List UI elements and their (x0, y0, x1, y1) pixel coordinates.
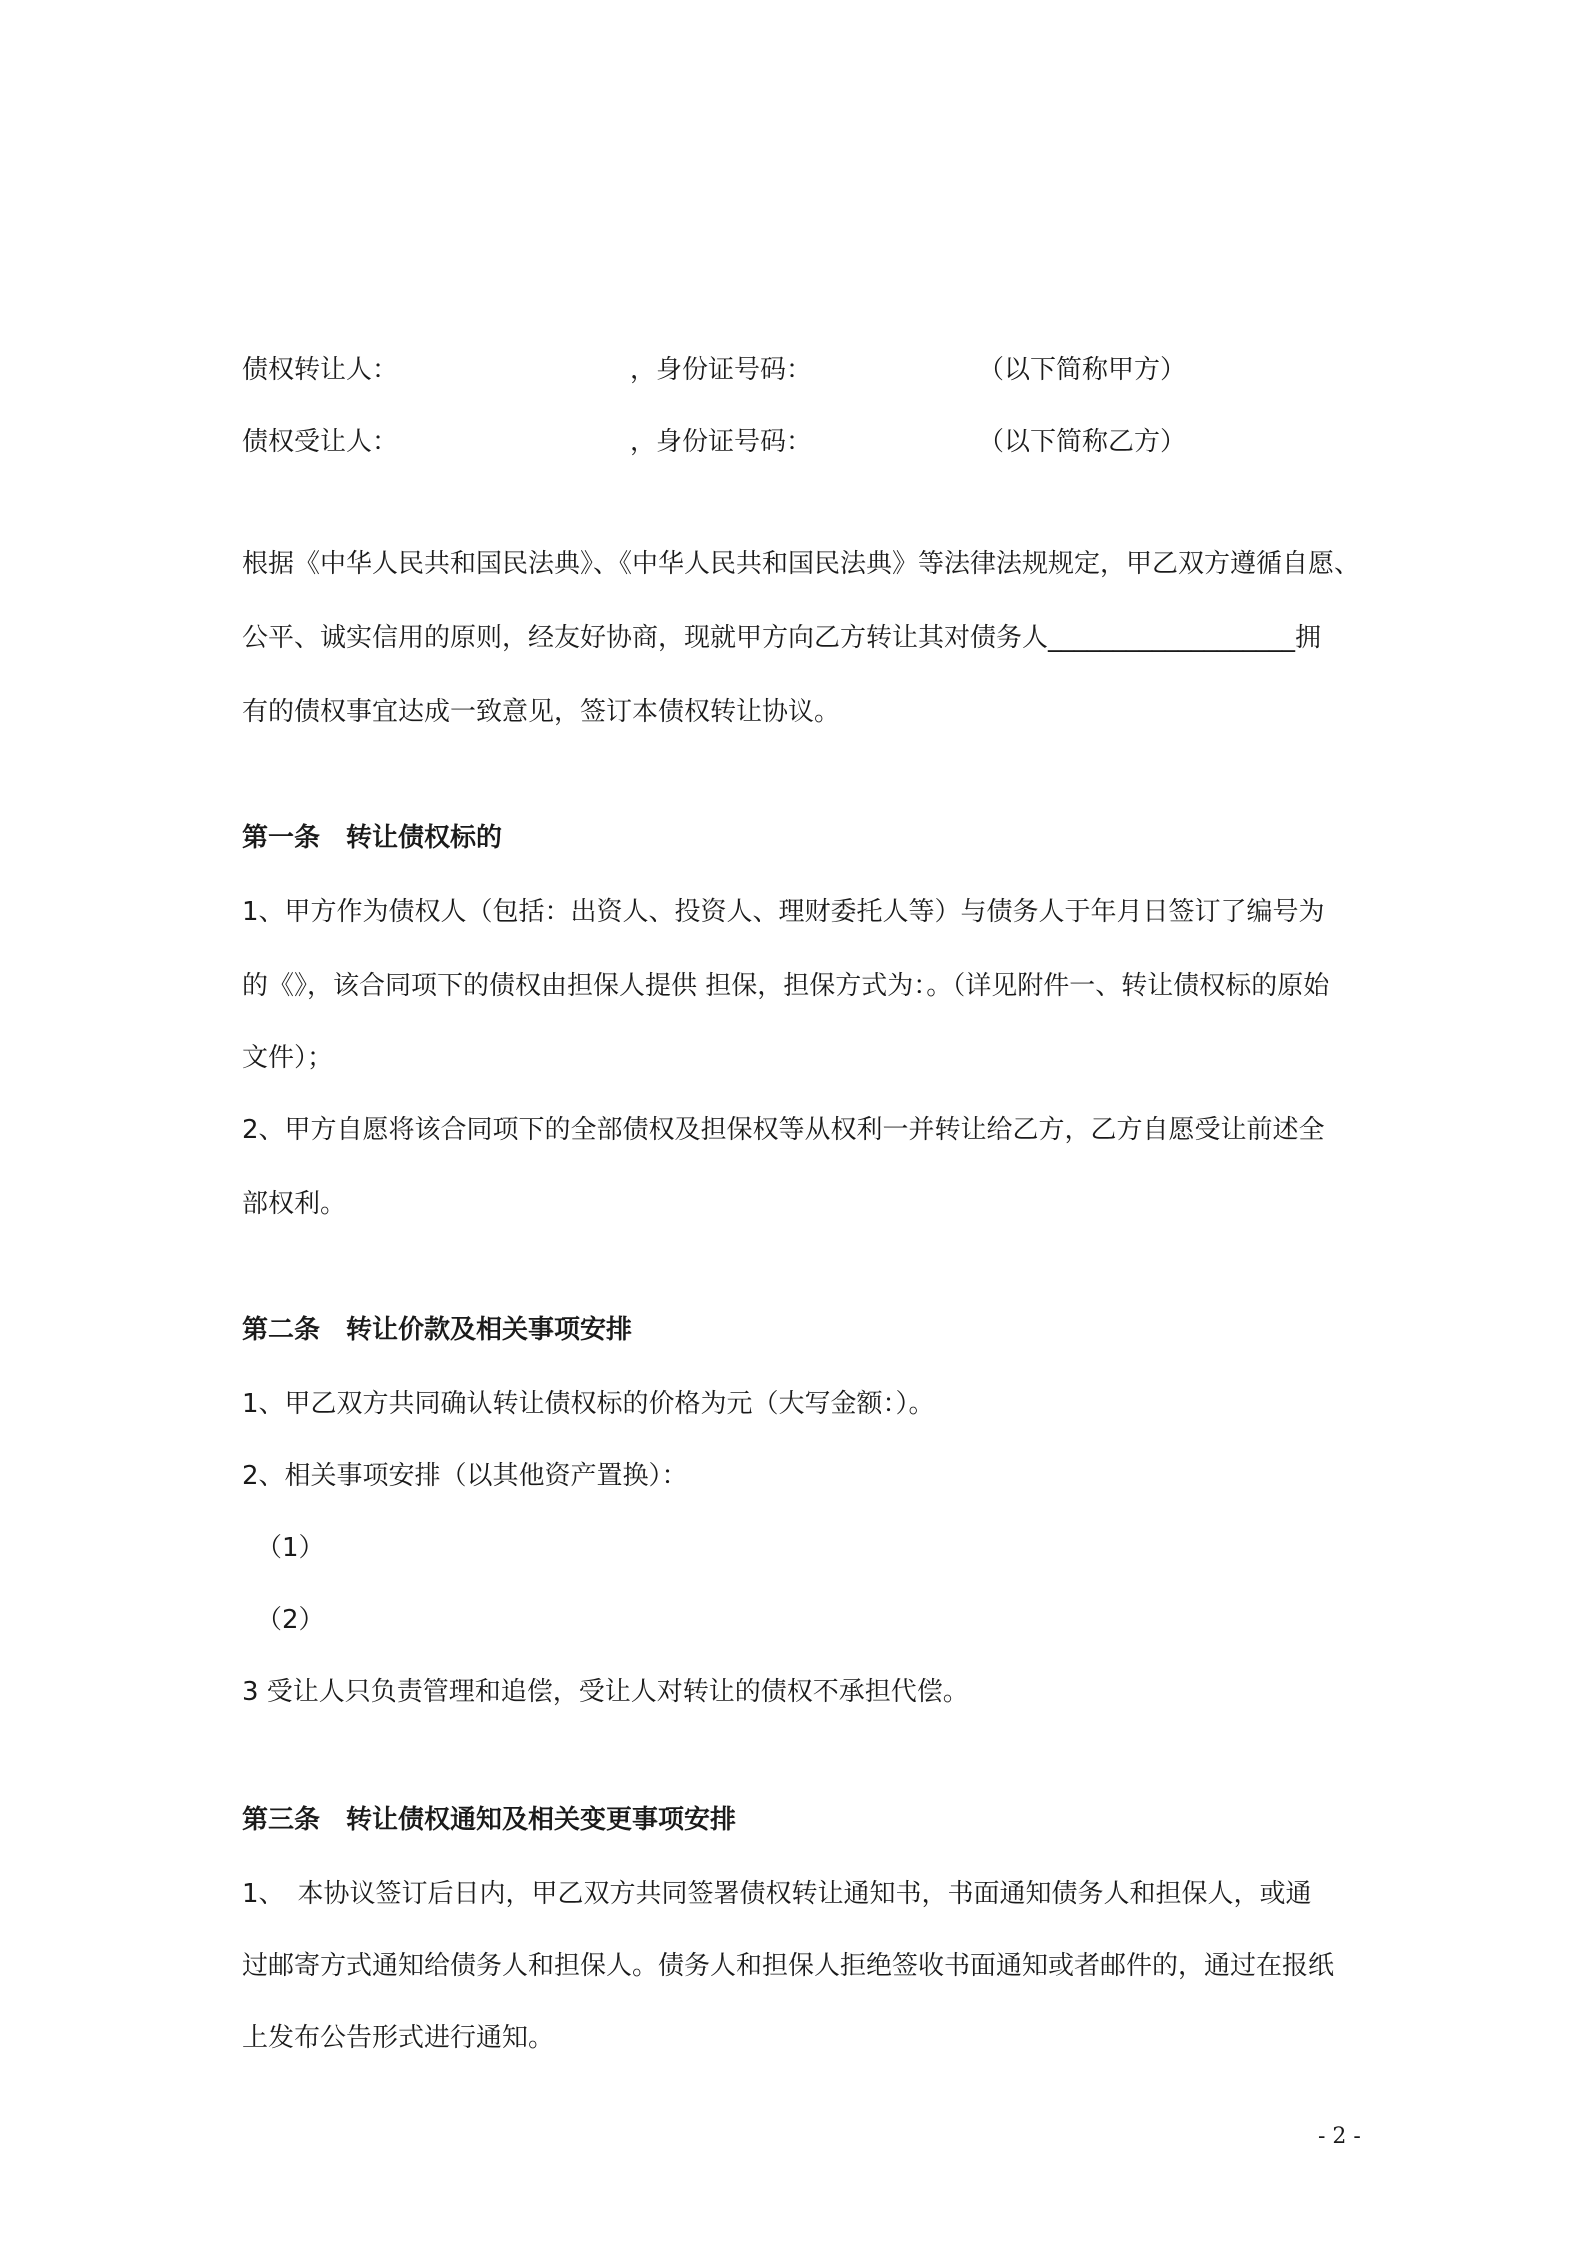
article-3-item-1-line-3: 上发布公告形式进行通知。 (242, 2023, 555, 2053)
article-2-sub-item-2: （2） (256, 1605, 325, 1635)
article-2-item-3: 3 受让人只负责管理和追偿，受让人对转让的债权不承担代偿。 (242, 1677, 969, 1707)
article-1-title: 第一条 转让债权标的 (242, 823, 503, 853)
transferee-label: 债权受让人： (242, 427, 399, 457)
article-2-title: 第二条 转让价款及相关事项安排 (242, 1315, 633, 1345)
article-1-item-2-line-1: 2、甲方自愿将该合同项下的全部债权及担保权等从权利一并转让给乙方，乙方自愿受让前述全 (242, 1115, 1325, 1145)
article-2-item-2: 2、相关事项安排（以其他资产置换）： (242, 1461, 688, 1491)
article-1-item-1-line-2: 的《》，该合同项下的债权由担保人提供 担保，担保方式为：。（详见附件一、转让债权标的原始 (242, 971, 1330, 1001)
transferee-note: （以下简称乙方） (978, 427, 1187, 457)
article-3-item-1-line-2: 过邮寄方式通知给债务人和担保人。债务人和担保人拒绝签收书面通知或者邮件的，通过在报纸 (242, 1951, 1335, 1981)
article-1-item-1-line-3: 文件）； (242, 1043, 334, 1073)
preamble-line-1: 根据《中华人民共和国民法典》、《中华人民共和国民法典》等法律法规规定，甲乙双方遵循自愿、 (242, 549, 1361, 579)
preamble-line-3: 有的债权事宜达成一致意见，签订本债权转让协议。 (242, 697, 841, 727)
page-number: - 2 - (1318, 2124, 1361, 2149)
article-1-item-2-line-2: 部权利。 (242, 1189, 347, 1219)
transferee-id-label: ，身份证号码： (630, 427, 813, 457)
transferor-label: 债权转让人： (242, 355, 399, 385)
article-3-item-1-line-1: 1、 本协议签订后日内，甲乙双方共同签署债权转让通知书，书面通知债务人和担保人，或通 (242, 1879, 1312, 1909)
transferor-note: （以下简称甲方） (978, 355, 1187, 385)
transferor-id-label: ，身份证号码： (630, 355, 813, 385)
article-2-sub-item-1: （1） (256, 1533, 325, 1563)
article-3-title: 第三条 转让债权通知及相关变更事项安排 (242, 1805, 737, 1835)
preamble-line-2: 公平、诚实信用的原则，经友好协商，现就甲方向乙方转让其对债务人___________________拥 (242, 623, 1322, 653)
article-1-item-1-line-1: 1、甲方作为债权人（包括：出资人、投资人、理财委托人等）与债务人于年月日签订了编号为 (242, 897, 1325, 927)
article-2-item-1: 1、甲乙双方共同确认转让债权标的价格为元（大写金额：）。 (242, 1389, 935, 1419)
